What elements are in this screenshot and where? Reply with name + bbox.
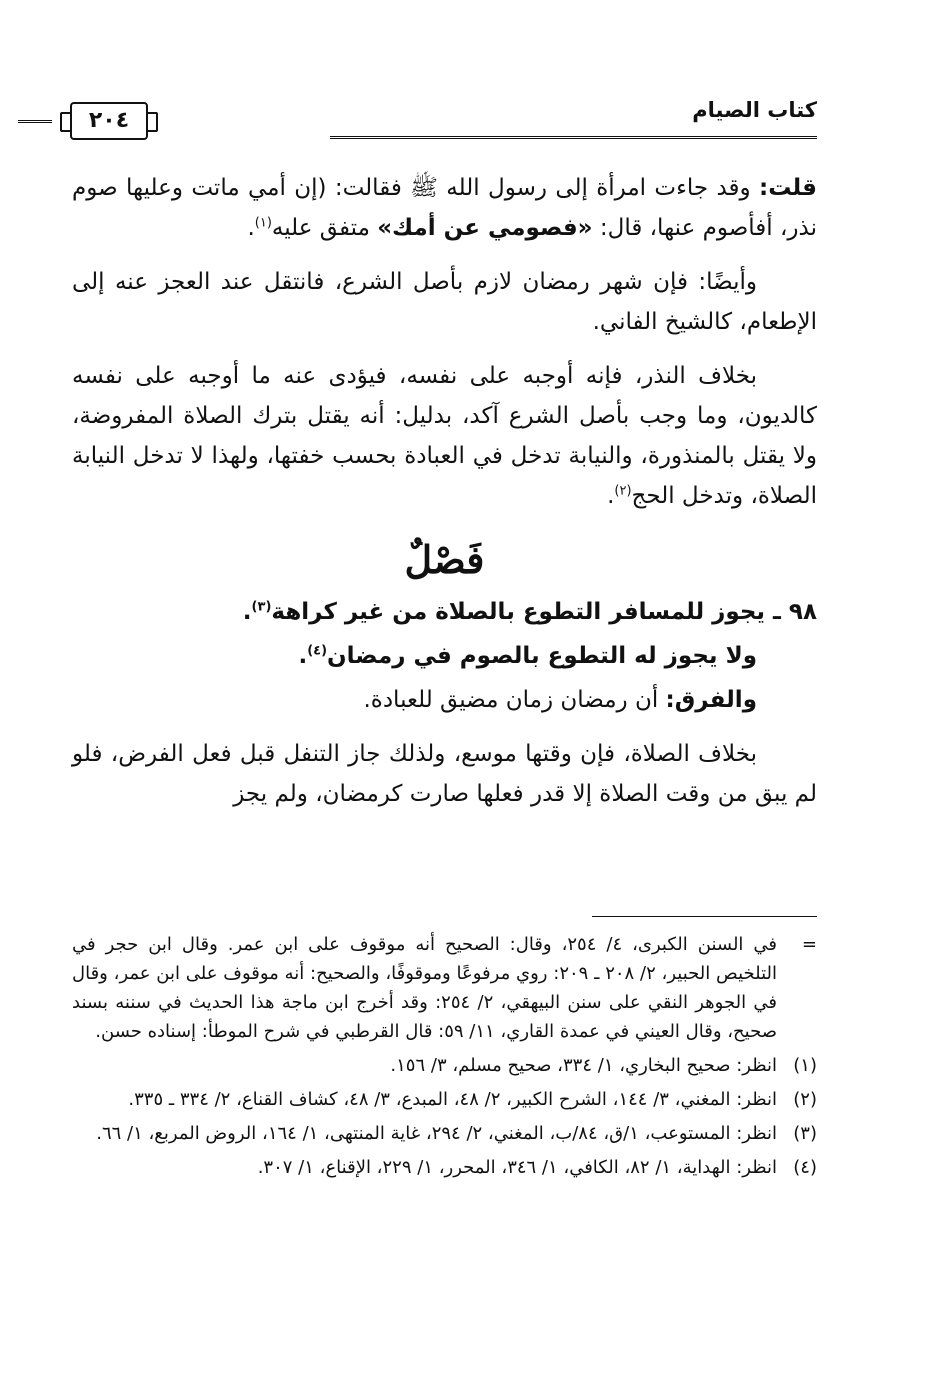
paragraph-1 [72,168,817,248]
paragraph-3-text: بخلاف النذر، فإنه أوجبه على نفسه، فيؤدى عنه ما أوجبه على نفسه كالديون، وما وجب بأصل الشرع آكد، بدليل: أنه يقتل بترك الصلاة المفروضة، ولا يقتل بالمنذورة، والنيابة تدخل في العبادة بحسب خفتها، ولهذا لا تدخل النيابة الصلاة، وتدخل الحج [72,363,817,509]
footnote-ref-3: (٣) [251,599,272,615]
footnote-2 [72,1085,817,1114]
paragraph-2: وأيضًا: فإن شهر رمضان لازم بأصل الشرع، فانتقل عند العجز عنه إلى الإطعام، كالشيخ الفاني. [72,269,817,335]
rule-number: ٩٨ ـ [773,599,817,625]
paragraph-3-end: . [607,483,615,509]
difference-line [72,680,757,720]
rule-98 [72,592,817,632]
running-header [70,96,817,142]
qultu-label: قلت: [759,175,817,201]
rule-sub-end: . [298,643,308,669]
footnote-4 [72,1153,817,1182]
section-heading: فَصْلٌ [404,537,485,582]
paragraph-3 [72,356,817,516]
footnote-continued [72,930,817,1046]
header-rule [330,136,817,139]
difference-label: والفرق: [665,687,757,713]
paragraph-4: بخلاف الصلاة، فإن وقتها موسع، ولذلك جاز التنفل قبل فعل الفرض، فلو لم يبق من وقت الصلاة إلا قدر فعلها صارت كرمضان، ولم يجز [72,741,817,807]
rule-98-sub [72,636,757,676]
footnote-text: انظر: صحيح البخاري، ١/ ٣٣٤، صحيح مسلم، ٣/ ١٥٦. [390,1055,777,1076]
header-dash [18,120,52,123]
main-text [72,168,817,828]
footnote-text: في السنن الكبرى، ٤/ ٢٥٤، وقال: الصحيح أنه موقوف على ابن عمر. وقال ابن حجر في التلخيص الحبير، ٢/ ٢٠٨ ـ ٢٠٩: روي مرفوعًا وموقوفًا، والصحيح: أنه موقوف على ابن عمر، وقال في الجوهر النقي على سنن البيهقي، ٢/ ٢٥٤: وقد أخرج ابن ماجة هذا الحديث في سننه بسند صحيح، وقال العيني في عمدة القاري، ١١/ ٥٩: قال القرطبي في شرح الموطأ: إسناده حسن. [72,934,777,1042]
footnote-ref-2: (٢) [614,483,632,499]
footnote-mark: (٣) [793,1123,817,1144]
footnote-separator [592,916,817,917]
running-title: كتاب الصيام [692,98,817,122]
rule-sub-text: ولا يجوز له التطوع بالصوم في رمضان [327,643,757,669]
paragraph-1-text-a: وقد جاءت امرأة إلى رسول الله ﷺ فقالت: (إن أمي ماتت وعليها صوم نذر، أفأصوم عنها، قال: [72,175,817,241]
footnote-mark: (٤) [793,1157,817,1178]
footnote-text: انظر: المستوعب، ١/ق، ٨٤/ب، المغني، ٢/ ٢٩٤، غاية المنتهى، ١/ ١٦٤، الروض المربع، ١/ ٦٦. [96,1123,777,1144]
footnotes [72,930,817,1187]
footnote-text: انظر: الهداية، ١/ ٨٢، الكافي، ١/ ٣٤٦، المحرر، ١/ ٢٢٩، الإقناع، ١/ ٣٠٧. [257,1157,777,1178]
footnote-mark: = [801,934,817,955]
page-number: ٢٠٤ [70,102,148,140]
hadith-quote: «فصومي عن أمك» [377,215,593,241]
footnote-ref-1: (١) [254,215,272,231]
footnote-text: انظر: المغني، ٣/ ١٤٤، الشرح الكبير، ٢/ ٤٨، المبدع، ٣/ ٤٨، كشاف القناع، ٢/ ٣٣٤ ـ ٣٣٥. [128,1089,777,1110]
footnote-mark: (٢) [793,1089,817,1110]
difference-text: أن رمضان زمان مضيق للعبادة. [363,687,666,713]
rule-end: . [242,599,252,625]
paragraph-1-text-b: متفق عليه [271,215,378,241]
footnote-1 [72,1051,817,1080]
footnote-mark: (١) [793,1055,817,1076]
footnote-3 [72,1119,817,1148]
rule-text: يجوز للمسافر التطوع بالصلاة من غير كراهة [271,599,774,625]
footnote-ref-4: (٤) [307,643,328,659]
paragraph-1-end: . [247,215,255,241]
